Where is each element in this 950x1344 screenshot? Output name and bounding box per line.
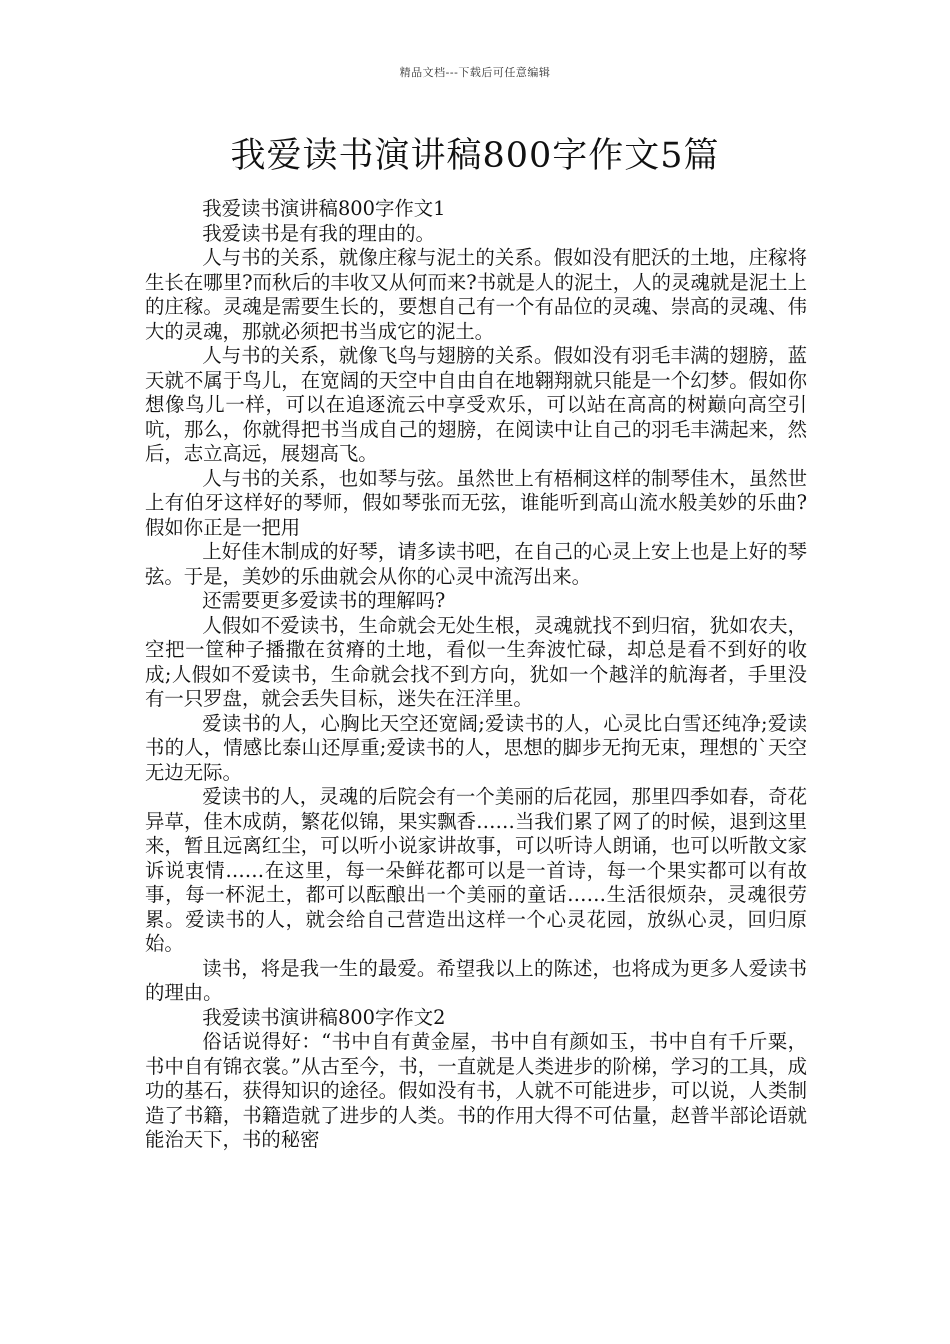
paragraph: 还需要更多爱读书的理解吗? bbox=[202, 589, 446, 612]
section-heading-1: 我爱读书演讲稿800字作文1 bbox=[202, 197, 446, 220]
paragraph: 上好佳木制成的好琴，请多读书吧，在自己的心灵上安上也是上好的琴弦。于是，美妙的乐曲就会从你的心灵中流泻出来。 bbox=[145, 540, 807, 588]
paragraph: 爱读书的人，灵魂的后院会有一个美丽的后花园，那里四季如春，奇花异草，佳木成荫，繁花似锦，果实飘香……当我们累了网了的时候，退到这里来，暂且远离红尘，可以听小说家讲故事，可以听诗人朗诵，也可以听散文家诉说衷情……在这里，每一朵鲜花都可以是一首诗，每一个果实都可以有故事，每一杯泥土，都可以酝酿出一个美丽的童话……生活很烦杂，灵魂很劳累。爱读书的人，就会给自己营造出这样一个心灵花园，放纵心灵，回归原始。 bbox=[145, 785, 807, 955]
paragraph: 人与书的关系，也如琴与弦。虽然世上有梧桐这样的制琴佳木，虽然世上有伯牙这样好的琴师，假如琴张而无弦，谁能听到高山流水般美妙的乐曲?假如你正是一把用 bbox=[145, 466, 807, 539]
paragraph: 俗话说得好：“书中自有黄金屋，书中自有颜如玉，书中自有千斤粟，书中自有锦衣裳。”从古至今，书，一直就是人类进步的阶梯，学习的工具，成功的基石，获得知识的途径。假如没有书，人就不可能进步，可以说，人类制造了书籍，书籍造就了进步的人类。书的作用大得不可估量，赵普半部论语就能治天下，书的秘密 bbox=[145, 1030, 807, 1151]
paragraph: 人与书的关系，就像庄稼与泥土的关系。假如没有肥沃的土地，庄稼将生长在哪里?而秋后的丰收又从何而来?书就是人的泥土，人的灵魂就是泥土上的庄稼。灵魂是需要生长的，要想自己有一个有品位的灵魂、崇高的灵魂、伟大的灵魂，那就必须把书当成它的泥土。 bbox=[145, 246, 807, 343]
header-note: 精品文档---下载后可任意编辑 bbox=[399, 66, 551, 79]
paragraph: 人与书的关系，就像飞鸟与翅膀的关系。假如没有羽毛丰满的翅膀，蓝天就不属于鸟儿，在宽阔的天空中自由自在地翱翔就只能是一个幻梦。假如你想像鸟儿一样，可以在追逐流云中享受欢乐，可以站在高高的树巅向高空引吭，那么，你就得把书当成自己的翅膀，在阅读中让自己的羽毛丰满起来，然后，志立高远，展翅高飞。 bbox=[145, 344, 807, 465]
document-body bbox=[145, 197, 807, 1153]
section-heading-2: 我爱读书演讲稿800字作文2 bbox=[202, 1005, 446, 1029]
paragraph: 读书，将是我一生的最爱。希望我以上的陈述，也将成为更多人爱读书的理由。 bbox=[145, 956, 807, 1004]
paragraph: 人假如不爱读书，生命就会无处生根，灵魂就找不到归宿，犹如农夫，空把一筐种子播撒在贫瘠的土地，看似一生奔波忙碌，却总是看不到好的收成;人假如不爱读书，生命就会找不到方向，犹如一个越洋的航海者，手里没有一只罗盘，就会丢失目标，迷失在汪洋里。 bbox=[145, 613, 807, 710]
paragraph: 爱读书的人，心胸比天空还宽阔;爱读书的人，心灵比白雪还纯净;爱读书的人，情感比泰山还厚重;爱读书的人，思想的脚步无拘无束，理想的`天空无边无际。 bbox=[145, 711, 807, 784]
paragraph: 我爱读书是有我的理由的。 bbox=[202, 221, 435, 245]
document-title: 我爱读书演讲稿800字作文5篇 bbox=[230, 136, 720, 176]
